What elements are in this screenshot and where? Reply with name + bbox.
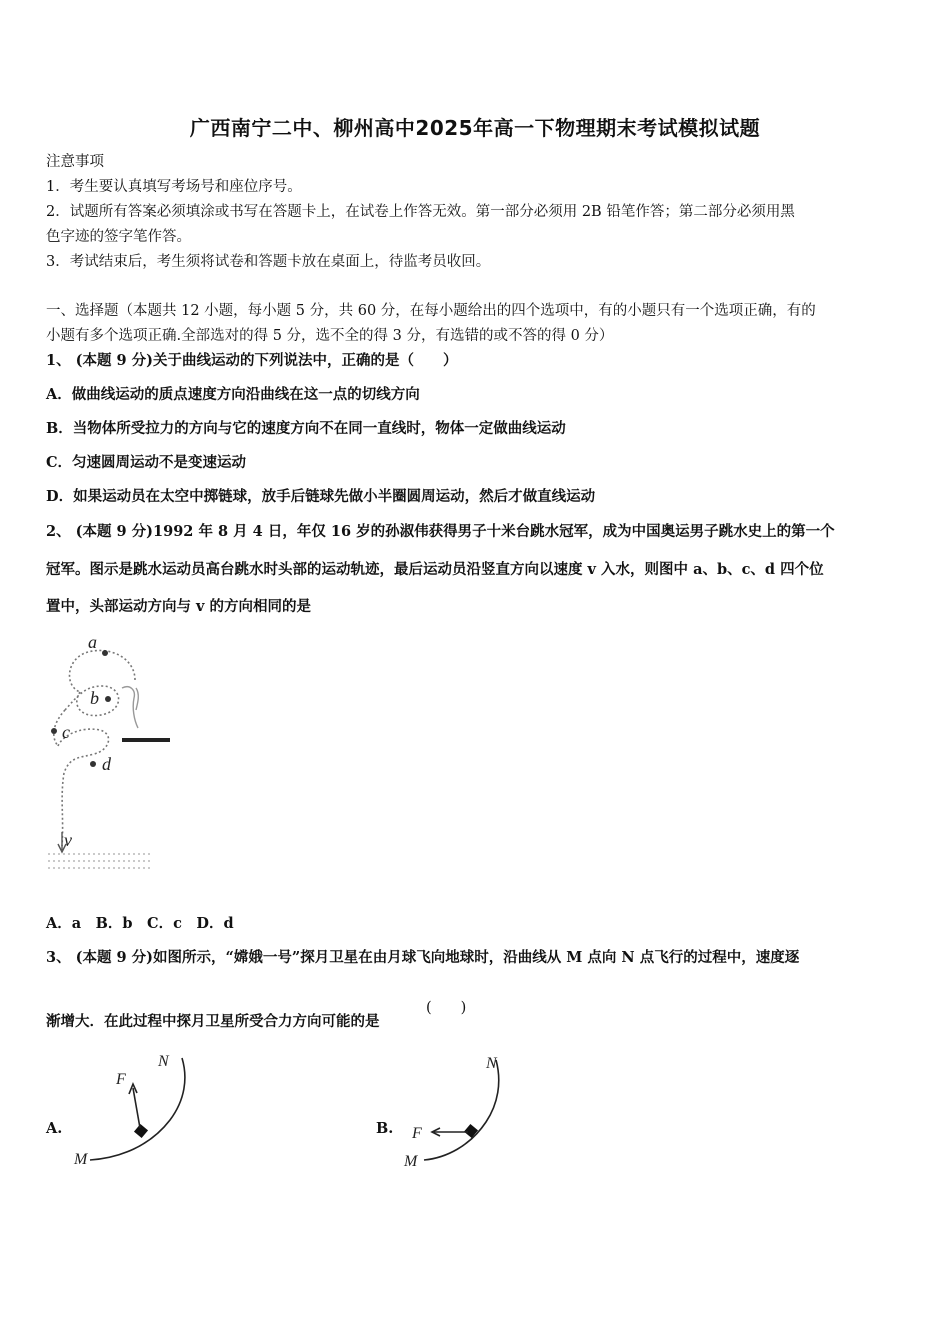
question-2-options: A．a B．b C．c D．d bbox=[46, 915, 234, 932]
label-a: a bbox=[88, 632, 97, 652]
label-c: c bbox=[62, 722, 70, 742]
figure-b-label: B. bbox=[376, 1120, 394, 1137]
label-f: F bbox=[116, 1071, 126, 1088]
point-d-dot bbox=[90, 761, 96, 767]
notice-heading: 注意事项 bbox=[46, 154, 104, 170]
point-a-dot bbox=[102, 650, 108, 656]
label-b: b bbox=[90, 688, 99, 708]
notice-item: 2．试题所有答案必须填涂或书写在答题卡上，在试卷上作答无效。第一部分必须用 2B 铅笔作答；第二部分必须用黑 bbox=[46, 204, 795, 220]
question-1-option-d: D．如果运动员在太空中掷链球，放手后链球先做小半圈圆周运动，然后才做直线运动 bbox=[46, 488, 596, 505]
label-n: N bbox=[158, 1053, 169, 1070]
satellite-marker bbox=[464, 1124, 478, 1138]
label-m: M bbox=[74, 1151, 88, 1168]
figure-a-trajectory bbox=[70, 1048, 190, 1173]
notice-item: 色字迹的签字笔作答。 bbox=[46, 229, 191, 245]
force-arrow-line bbox=[133, 1088, 140, 1128]
figure-a-label: A. bbox=[46, 1120, 63, 1137]
question-2-stem: 置中，头部运动方向与 v 的方向相同的是 bbox=[46, 598, 312, 615]
section-intro: 一、选择题（本题共 12 小题，每小题 5 分，共 60 分，在每小题给出的四个选项中，有的小题只有一个选项正确，有的 bbox=[46, 303, 816, 319]
label-d: d bbox=[102, 754, 111, 774]
question-3-stem: 渐增大．在此过程中探月卫星所受合力方向可能的是 bbox=[46, 1013, 380, 1030]
water-surface bbox=[48, 854, 150, 868]
label-f: F bbox=[412, 1125, 422, 1142]
section-intro: 小题有多个选项正确.全部选对的得 5 分，选不全的得 3 分，有选错的或不答的得 0 分） bbox=[46, 328, 614, 344]
diving-platform bbox=[122, 738, 170, 742]
notice-item: 3．考试结束后，考生须将试卷和答题卡放在桌面上，待监考员收回。 bbox=[46, 254, 491, 270]
point-c-dot bbox=[51, 728, 57, 734]
point-b-dot bbox=[105, 696, 111, 702]
question-1-option-c: C．匀速圆周运动不是变速运动 bbox=[46, 454, 247, 471]
curve-m-to-n bbox=[424, 1060, 499, 1160]
question-1-option-b: B．当物体所受拉力的方向与它的速度方向不在同一直线时，物体一定做曲线运动 bbox=[46, 420, 566, 437]
page-title: 广西南宁二中、柳州高中2025年高一下物理期末考试模拟试题 bbox=[189, 116, 761, 140]
diving-trajectory-figure bbox=[40, 628, 190, 878]
question-2-stem: 2、 (本题 9 分)1992 年 8 月 4 日，年仅 16 岁的孙淑伟获得男子十米台跳水冠军，成为中国奥运男子跳水史上的第一个 bbox=[46, 523, 835, 540]
notice-item: 1．考生要认真填写考场号和座位序号。 bbox=[46, 179, 302, 195]
diver-sketch bbox=[122, 687, 138, 728]
label-m: M bbox=[404, 1153, 418, 1170]
question-1-stem: 1、 (本题 9 分)关于曲线运动的下列说法中，正确的是（ ） bbox=[46, 352, 458, 369]
figure-b-trajectory bbox=[400, 1048, 520, 1173]
label-n: N bbox=[486, 1055, 497, 1072]
satellite-marker bbox=[134, 1124, 148, 1138]
question-3-stem: 3、 (本题 9 分)如图所示，“嫦娥一号”探月卫星在由月球飞向地球时，沿曲线从 M 点向 N 点飞行的过程中，速度逐 bbox=[46, 949, 800, 966]
question-3-answer-paren: ( ) bbox=[426, 1000, 467, 1016]
question-1-option-a: A．做曲线运动的质点速度方向沿曲线在这一点的切线方向 bbox=[46, 386, 420, 403]
question-2-stem: 冠军。图示是跳水运动员高台跳水时头部的运动轨迹，最后运动员沿竖直方向以速度 v 入水，则图中 a、b、c、d 四个位 bbox=[46, 561, 824, 578]
label-v: v bbox=[64, 830, 72, 850]
